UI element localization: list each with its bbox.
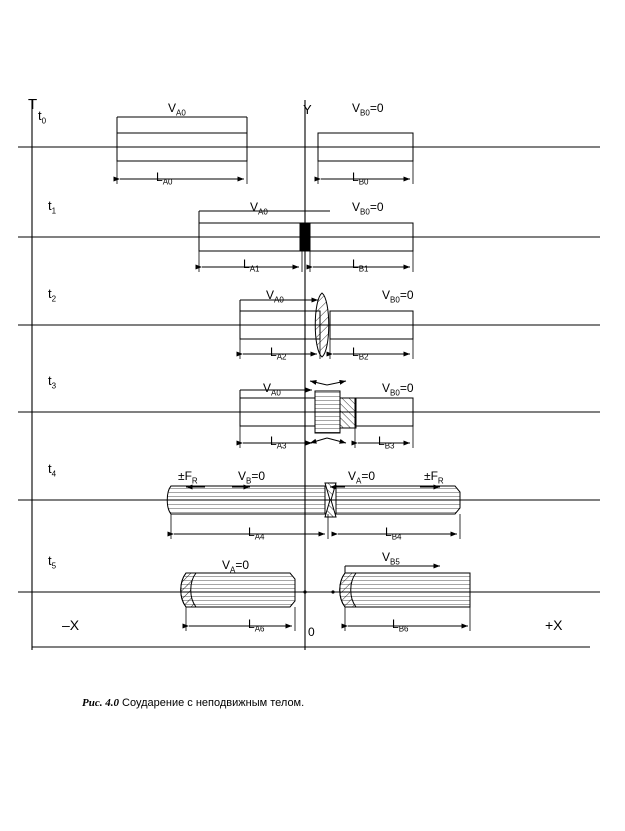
axis-plus-x-label: +X	[545, 617, 563, 633]
time-label-t3: $t_3$	[48, 373, 57, 391]
time-label-t4: $t_4$	[48, 461, 57, 479]
label-text: L	[352, 257, 359, 271]
t0-velocity-a-label	[168, 101, 186, 117]
t4-velocity-b-label	[238, 469, 265, 485]
label-text: V	[352, 200, 361, 214]
t4-length-b-label	[385, 525, 401, 541]
label-subscript: B2	[358, 352, 369, 362]
label-text: V	[263, 381, 272, 395]
label-suffix: =0	[235, 558, 250, 572]
label-text: L	[385, 525, 392, 539]
label-text: V	[348, 469, 357, 483]
label-subscript: R	[191, 476, 198, 486]
time-label-t5: $t_5$	[48, 553, 57, 571]
axis-y-label: Y	[303, 102, 312, 117]
label-text: ±F	[178, 469, 192, 483]
label-text: V	[382, 288, 391, 302]
t1-velocity-a-label	[250, 200, 268, 216]
t2-velocity-a-label	[266, 288, 284, 304]
label-suffix: =0	[399, 288, 414, 302]
t5-velocity-a-label	[222, 558, 249, 574]
t4-velocity-a-label	[348, 469, 375, 485]
label-subscript: B0	[360, 207, 370, 217]
label-text: L	[270, 434, 277, 448]
label-text: L	[352, 345, 359, 359]
label-subscript: R	[437, 476, 444, 486]
t3-velocity-a-label	[263, 381, 281, 397]
label-subscript: A0	[274, 295, 284, 305]
label-text: V	[238, 469, 247, 483]
label-subscript: B5	[390, 557, 400, 567]
label-suffix: =0	[251, 469, 266, 483]
t3-length-a-label	[270, 434, 286, 450]
figure-caption: Рис. 4.0 Соударение с неподвижным телом.	[82, 697, 305, 709]
label-subscript: B4	[391, 532, 402, 542]
t5-length-b-label	[392, 617, 408, 633]
t1-length-a-label	[243, 257, 259, 273]
t0-length-b-label	[352, 170, 368, 186]
label-subscript: A6	[254, 624, 265, 634]
label-text: V	[352, 101, 361, 115]
label-text: V	[222, 558, 231, 572]
label-subscript: B0	[360, 108, 370, 118]
label-text: L	[352, 170, 359, 184]
label-subscript: B0	[358, 177, 369, 187]
label-subscript: A0	[258, 207, 268, 217]
label-text: L	[270, 345, 277, 359]
t0-velocity-b-label	[352, 101, 384, 117]
label-text: V	[266, 288, 275, 302]
label-subscript: A3	[276, 441, 287, 451]
label-suffix: =0	[369, 101, 384, 115]
label-text: L	[378, 434, 385, 448]
t4-force-left-label	[178, 469, 198, 485]
t2-length-a-label	[270, 345, 286, 361]
t2-velocity-b-label	[382, 288, 414, 304]
label-subscript: B6	[398, 624, 409, 634]
label-subscript: B0	[390, 388, 400, 398]
label-text: L	[243, 257, 250, 271]
t5-length-a-label	[248, 617, 264, 633]
label-suffix: =0	[399, 381, 414, 395]
label-text: V	[382, 381, 391, 395]
label-text: V	[250, 200, 259, 214]
label-subscript: A	[230, 565, 236, 575]
label-text: V	[382, 550, 391, 564]
label-subscript: B1	[358, 264, 369, 274]
label-text: V	[168, 101, 177, 115]
label-subscript: A0	[176, 108, 186, 118]
t2-length-b-label	[352, 345, 368, 361]
label-subscript: B3	[384, 441, 395, 451]
t3-length-b-label	[378, 434, 394, 450]
label-subscript: A0	[162, 177, 173, 187]
t1-velocity-b-label	[352, 200, 384, 216]
label-text: L	[248, 525, 255, 539]
label-subscript: B0	[390, 295, 400, 305]
origin-label: 0	[308, 625, 315, 639]
label-text: L	[156, 170, 163, 184]
label-suffix: =0	[361, 469, 376, 483]
time-label-t1: $t_1$	[48, 198, 57, 216]
t4-force-right-label	[424, 469, 444, 485]
t0-length-a-label	[156, 170, 172, 186]
axis-t-label: T	[28, 96, 38, 113]
label-suffix: =0	[369, 200, 384, 214]
t5-velocity-b-label	[382, 550, 400, 566]
time-label-t2: $t_2$	[48, 286, 57, 304]
label-subscript: A4	[254, 532, 265, 542]
label-subscript: A0	[271, 388, 281, 398]
label-subscript: A	[356, 476, 362, 486]
t4-length-a-label	[248, 525, 264, 541]
axis-minus-x-label: –X	[62, 617, 80, 633]
label-text: L	[248, 617, 255, 631]
label-subscript: A1	[249, 264, 260, 274]
label-text: L	[392, 617, 399, 631]
label-subscript: A2	[276, 352, 287, 362]
label-text: ±F	[424, 469, 438, 483]
label-subscript: B	[246, 476, 252, 486]
t1-length-b-label	[352, 257, 368, 273]
t3-velocity-b-label	[382, 381, 414, 397]
time-label-t0: $t_0$	[38, 108, 47, 126]
